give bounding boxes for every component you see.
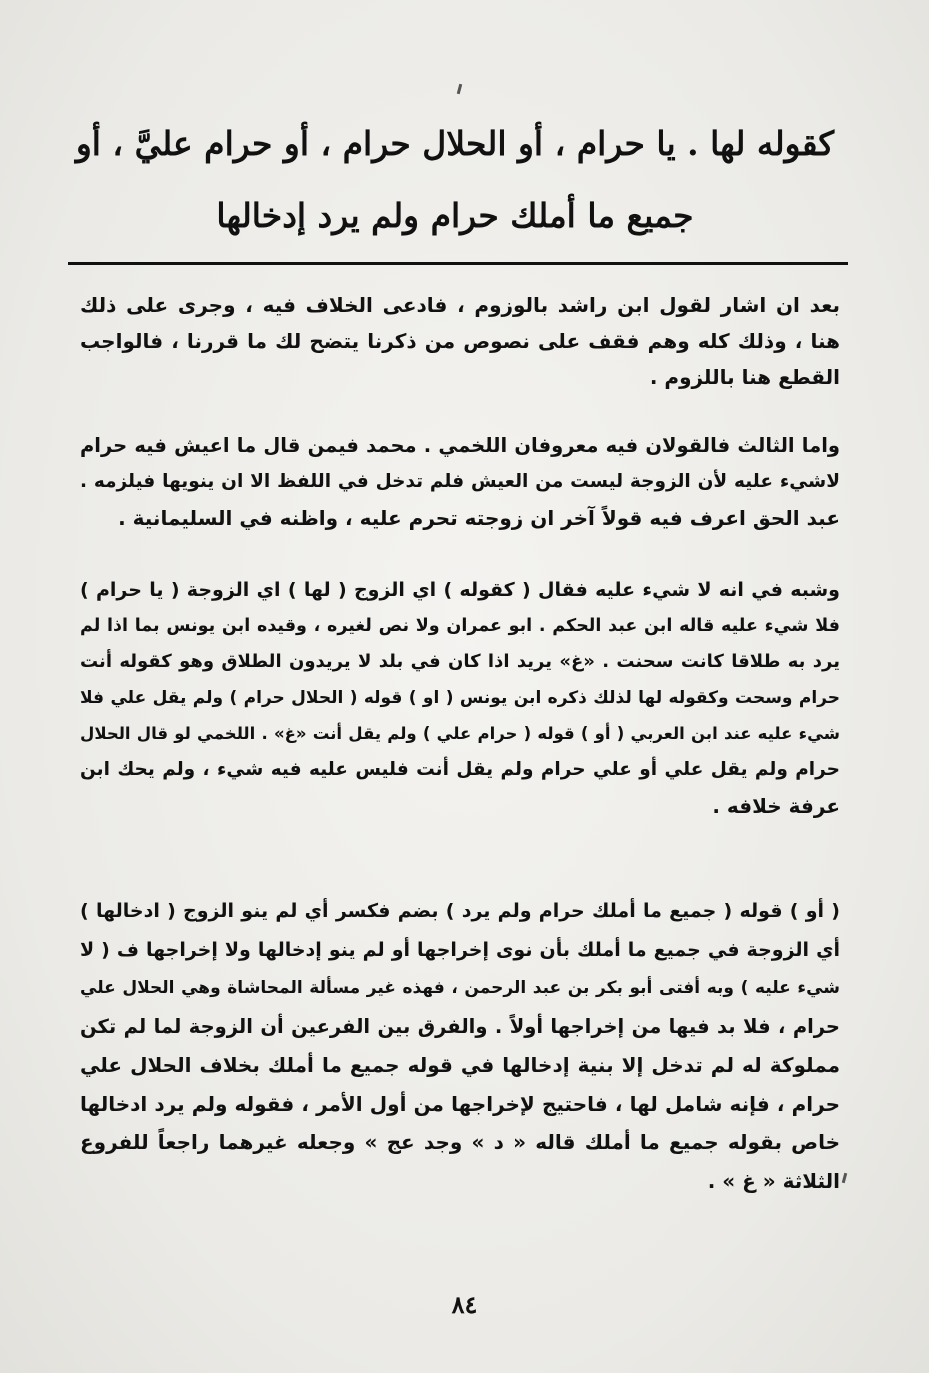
text-line: حرام ولم يقل علي أو علي حرام ولم يقل أنت فليس عليه فيه شيء ، ولم يحك ابن	[80, 759, 840, 780]
text-line: الثلاثة « غ » .	[707, 1168, 840, 1193]
text-line: بعد ان اشار لقول ابن راشد بالوزوم ، فادعى الخلاف فيه ، وجرى على ذلك	[80, 293, 840, 317]
text-line: فلا شيء عليه قاله ابن عبد الحكم . ابو عمران ولا نص لغيره ، وقيده ابن يونس بما اذا لم	[80, 616, 840, 636]
text-line: مملوكة له لم تدخل إلا بنية إدخالها في قوله جميع ما أملك بخلاف الحلال علي	[80, 1053, 840, 1077]
text-line: ( أو ) قوله ( جميع ما أملك حرام ولم يرد ) بضم فكسر أي لم ينو الزوج ( ادخالها )	[80, 900, 840, 922]
text-line: وشبه في انه لا شيء عليه فقال ( كقوله ) اي الزوج ( لها ) اي الزوجة ( يا حرام )	[80, 579, 840, 601]
text-line: خاص بقوله جميع ما أملك قاله « د » وجد عج » وجعله غيرهما راجعاً للفروع	[80, 1130, 840, 1154]
text-line: شيء عليه ) وبه أفتى أبو بكر بن عبد الرحمن ، فهذه غير مسألة المحاشاة وهي الحلال علي	[80, 978, 840, 998]
text-line: واما الثالث فالقولان فيه معروفان اللخمي . محمد فيمن قال ما اعيش فيه حرام	[80, 434, 840, 457]
paragraph-1	[80, 287, 840, 395]
paragraph-3	[80, 572, 840, 824]
paragraph-2	[80, 428, 840, 536]
text-line: حرام ، فإنه شامل لها ، فاحتيج لإخراجها من أول الأمر ، فقوله ولم يرد ادخالها	[80, 1091, 840, 1116]
text-line: هنا ، وذلك كله وهم فقف على نصوص من ذكرنا يتضح لك ما قررنا ، فالواجب	[80, 329, 840, 353]
scan-speck	[457, 84, 462, 94]
text-line: أي الزوجة في جميع ما أملك بأن نوى إخراجها أو لم ينو إدخالها ولا إخراجها ف ( لا	[80, 938, 840, 961]
text-line: عبد الحق اعرف فيه قولاً آخر ان زوجته تحرم عليه ، واظنه في السليمانية .	[118, 506, 840, 530]
text-line: حرام ، فلا بد فيها من إخراجها أولاً . والفرق بين الفرعين أن الزوجة لما لم تكن	[80, 1014, 840, 1038]
page-header	[70, 108, 840, 252]
text-line: القطع هنا باللزوم .	[649, 365, 840, 389]
text-line: يرد به طلاقا كانت سحنت . «غ» يريد اذا كان في بلد لا يريدون الطلاق وهو كقوله أنت	[80, 651, 840, 672]
page-number: ٨٤	[451, 1290, 478, 1319]
text-line: شيء عليه عند ابن العربي ( أو ) قوله ( حرام علي ) ولم يقل أنت «غ» . اللخمي لو قال الحلال	[80, 724, 840, 743]
header-line-2: جميع ما أملك حرام ولم يرد إدخالها	[216, 196, 694, 235]
header-line-1: كقوله لها . يا حرام ، أو الحلال حرام ، أو حرام عليَّ ، أو	[75, 124, 835, 163]
text-line: لاشيء عليه لأن الزوجة ليست من العيش فلم تدخل في اللفظ الا ان ينويها فيلزمه .	[80, 471, 840, 492]
text-line: حرام وسحت وكقوله لها لذلك ذكره ابن يونس ( او ) قوله ( الحلال حرام ) ولم يقل علي فلا	[80, 688, 840, 708]
text-line: عرفة خلافه .	[712, 794, 840, 818]
scan-speck	[842, 1173, 847, 1183]
header-divider	[68, 262, 848, 265]
paragraph-4	[80, 892, 840, 1200]
